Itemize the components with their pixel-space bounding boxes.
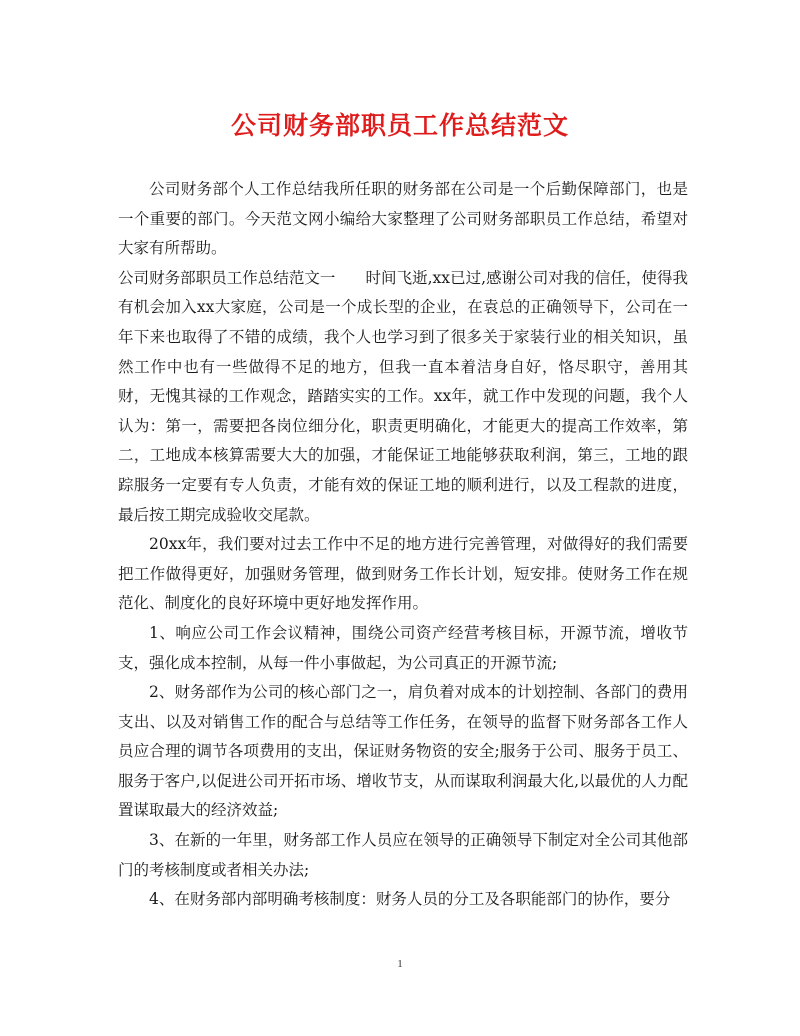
list-item-1: 1、响应公司工作会议精神，围绕公司资产经营考核目标，开源节流，增收节支，强化成本控制，从每一件小事做起，为公司真正的开源节流; xyxy=(118,623,688,672)
page-title: 公司财务部职员工作总结范文 xyxy=(230,111,569,140)
plan-paragraph: 20xx年，我们要对过去工作中不足的地方进行完善管理，对做得好的我们需要把工作做得更好，加强财务管理，做到财务工作长计划，短安排。使财务工作在规范化、制度化的良好环境中更好地发挥作用。 xyxy=(118,535,688,613)
list-item-3: 3、在新的一年里，财务部工作人员应在领导的正确领导下制定对全公司其他部门的考核制度或者相关办法; xyxy=(118,831,688,879)
document-body xyxy=(118,175,688,915)
list-item-2: 2、财务部作为公司的核心部门之一，肩负着对成本的计划控制、各部门的费用支出、以及对销售工作的配合与总结等工作任务，在领导的监督下财务部各工作人员应合理的调节各项费用的支出，保证财务物资的安全;服务于公司、服务于员工、服务于客户,以促进公司开拓市场、增收节支，从而谋取利润最大化,以最优的人力配置谋取最大的经济效益; xyxy=(118,683,688,820)
section-body-text: 时间飞逝,xx已过,感谢公司对我的信任，使得我有机会加入xx大家庭，公司是一个成长型的企业，在袁总的正确领导下，公司在一年下来也取得了不错的成绩，我个人也学习到了很多关于家装行业的相关知识，虽然工作中也有一些做得不足的地方，但我一直本着洁身自好，恪尽职守，善用其财，无愧其禄的工作观念，踏踏实实的工作。xx年，就工作中发现的问题，我个人认为：第一，需要把各岗位细分化，职责更明确化，才能更大的提高工作效率，第二，工地成本核算需要大大的加强，才能保证工地能够获取利润，第三，工地的跟踪服务一定要有专人负责，才能有效的保证工地的顺利进行，以及工程款的进度，最后按工期完成验收交尾款。 xyxy=(118,268,688,524)
section-heading: 公司财务部职员工作总结范文一 xyxy=(118,268,336,287)
section-paragraph xyxy=(118,264,688,530)
intro-paragraph: 公司财务部个人工作总结我所任职的财务部在公司是一个后勤保障部门，也是一个重要的部门。今天范文网小编给大家整理了公司财务部职员工作总结，希望对大家有所帮助。 xyxy=(118,180,688,258)
list-item-4: 4、在财务部内部明确考核制度：财务人员的分工及各职能部门的协作，要分 xyxy=(149,890,671,909)
page-number: 1 xyxy=(397,958,403,970)
